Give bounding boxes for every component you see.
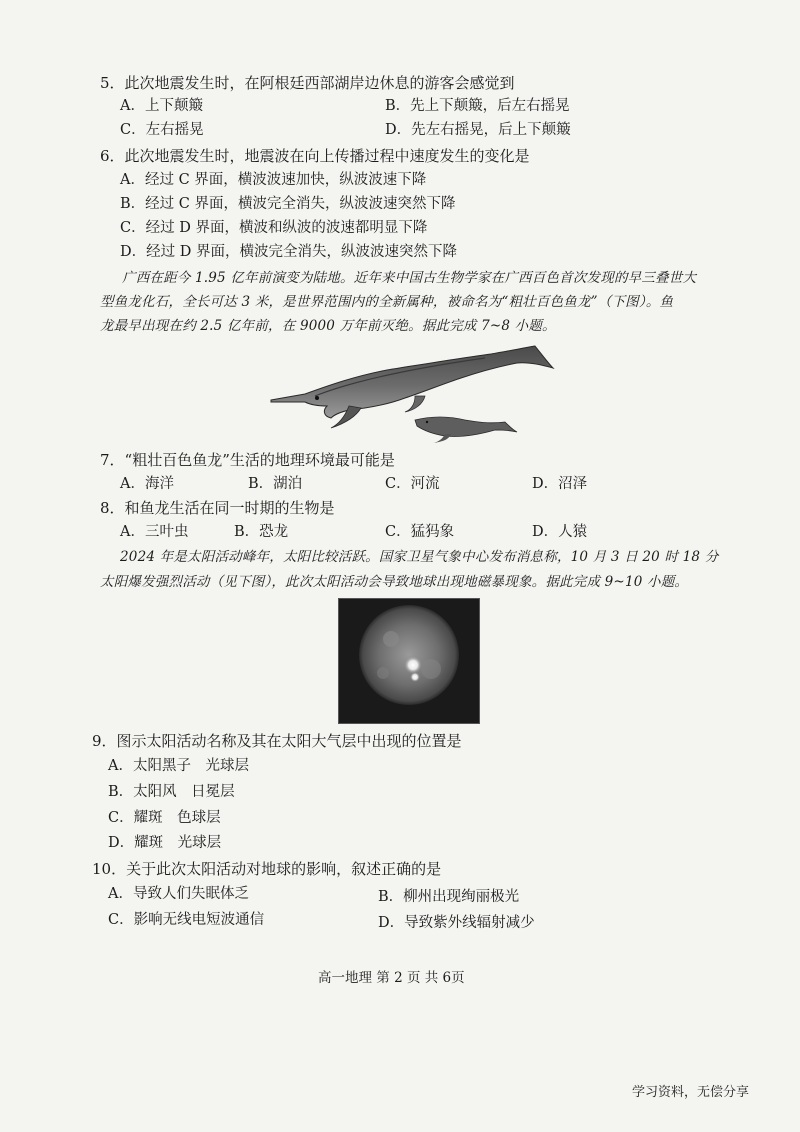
- ichthyosaur-eye: [315, 396, 319, 400]
- q9-option-c: C．耀斑 色球层: [108, 810, 221, 826]
- q6-option-b: B．经过 C 界面，横波完全消失，纵波波速突然下降: [120, 196, 456, 212]
- q5-option-c: C．左右摇晃: [120, 122, 204, 138]
- ichthyosaur-juvenile: [415, 417, 517, 437]
- q8-option-a: A．三叶虫: [120, 524, 189, 540]
- q7-stem: 7．“粗壮百色鱼龙”生活的地理环境最可能是: [100, 451, 395, 469]
- q5-stem: 5．此次地震发生时，在阿根廷西部湖岸边休息的游客会感觉到: [100, 74, 515, 92]
- q6-option-d: D．经过 D 界面，横波完全消失，纵波波速突然下降: [120, 244, 457, 260]
- q7-option-b: B．湖泊: [248, 476, 303, 492]
- passage-1-line-3: 龙最早出现在约 2.5 亿年前，在 9000 万年前灭绝。据此完成 7~8 小题。: [100, 318, 556, 334]
- q10-option-b: B．柳州出现绚丽极光: [378, 889, 520, 905]
- q5-option-b: B．先上下颠簸，后左右摇晃: [385, 98, 570, 114]
- q8-stem: 8．和鱼龙生活在同一时期的生物是: [100, 499, 335, 517]
- passage-2-line-2: 太阳爆发强烈活动（见下图），此次太阳活动会导致地球出现地磁暴现象。据此完成 9~10 小题。: [100, 574, 689, 590]
- q6-option-c: C．经过 D 界面，横波和纵波的波速都明显下降: [120, 220, 428, 236]
- q6-stem: 6．此次地震发生时，地震波在向上传播过程中速度发生的变化是: [100, 147, 530, 165]
- ichthyosaur-figure: [265, 342, 560, 444]
- q7-option-c: C．河流: [385, 476, 440, 492]
- flare-bright-spot: [404, 656, 422, 674]
- q5-option-a: A．上下颠簸: [120, 98, 203, 114]
- q8-option-b: B．恐龙: [234, 524, 289, 540]
- q8-option-d: D．人猿: [532, 524, 588, 540]
- q9-option-b: B．太阳风 日冕层: [108, 784, 235, 800]
- q10-stem: 10．关于此次太阳活动对地球的影响，叙述正确的是: [92, 860, 442, 878]
- passage-1-line-1: 广西在距今 1.95 亿年前演变为陆地。近年来中国古生物学家在广西百色首次发现的早三叠世大: [122, 270, 697, 286]
- q10-option-a: A．导致人们失眠体乏: [108, 886, 249, 902]
- q6-option-a: A．经过 C 界面，横波波速加快，纵波波速下降: [120, 172, 427, 188]
- passage-1-line-2: 型鱼龙化石，全长可达 3 米，是世界范围内的全新属种，被命名为“粗壮百色鱼龙”（下图）。鱼: [100, 294, 674, 310]
- q9-option-d: D．耀斑 光球层: [108, 835, 222, 851]
- q10-option-d: D．导致紫外线辐射减少: [378, 915, 535, 931]
- solar-flare-image: [338, 598, 480, 724]
- q7-option-a: A．海洋: [120, 476, 174, 492]
- q9-option-a: A．太阳黑子 光球层: [108, 758, 249, 774]
- share-watermark: 学习资料，无偿分享: [632, 1085, 750, 1100]
- q5-option-d: D．先左右摇晃，后上下颠簸: [385, 122, 571, 138]
- page-footer: 高一地理 第 2 页 共 6页: [318, 970, 465, 986]
- q8-option-c: C．猛犸象: [385, 524, 455, 540]
- sun-disk: [359, 605, 459, 705]
- passage-2-line-1: 2024 年是太阳活动峰年，太阳比较活跃。国家卫星气象中心发布消息称，10 月 3 日 20 时 18 分: [120, 549, 719, 565]
- q7-option-d: D．沼泽: [532, 476, 588, 492]
- q9-stem: 9．图示太阳活动名称及其在太阳大气层中出现的位置是: [92, 732, 462, 750]
- q10-option-c: C．影响无线电短波通信: [108, 912, 265, 928]
